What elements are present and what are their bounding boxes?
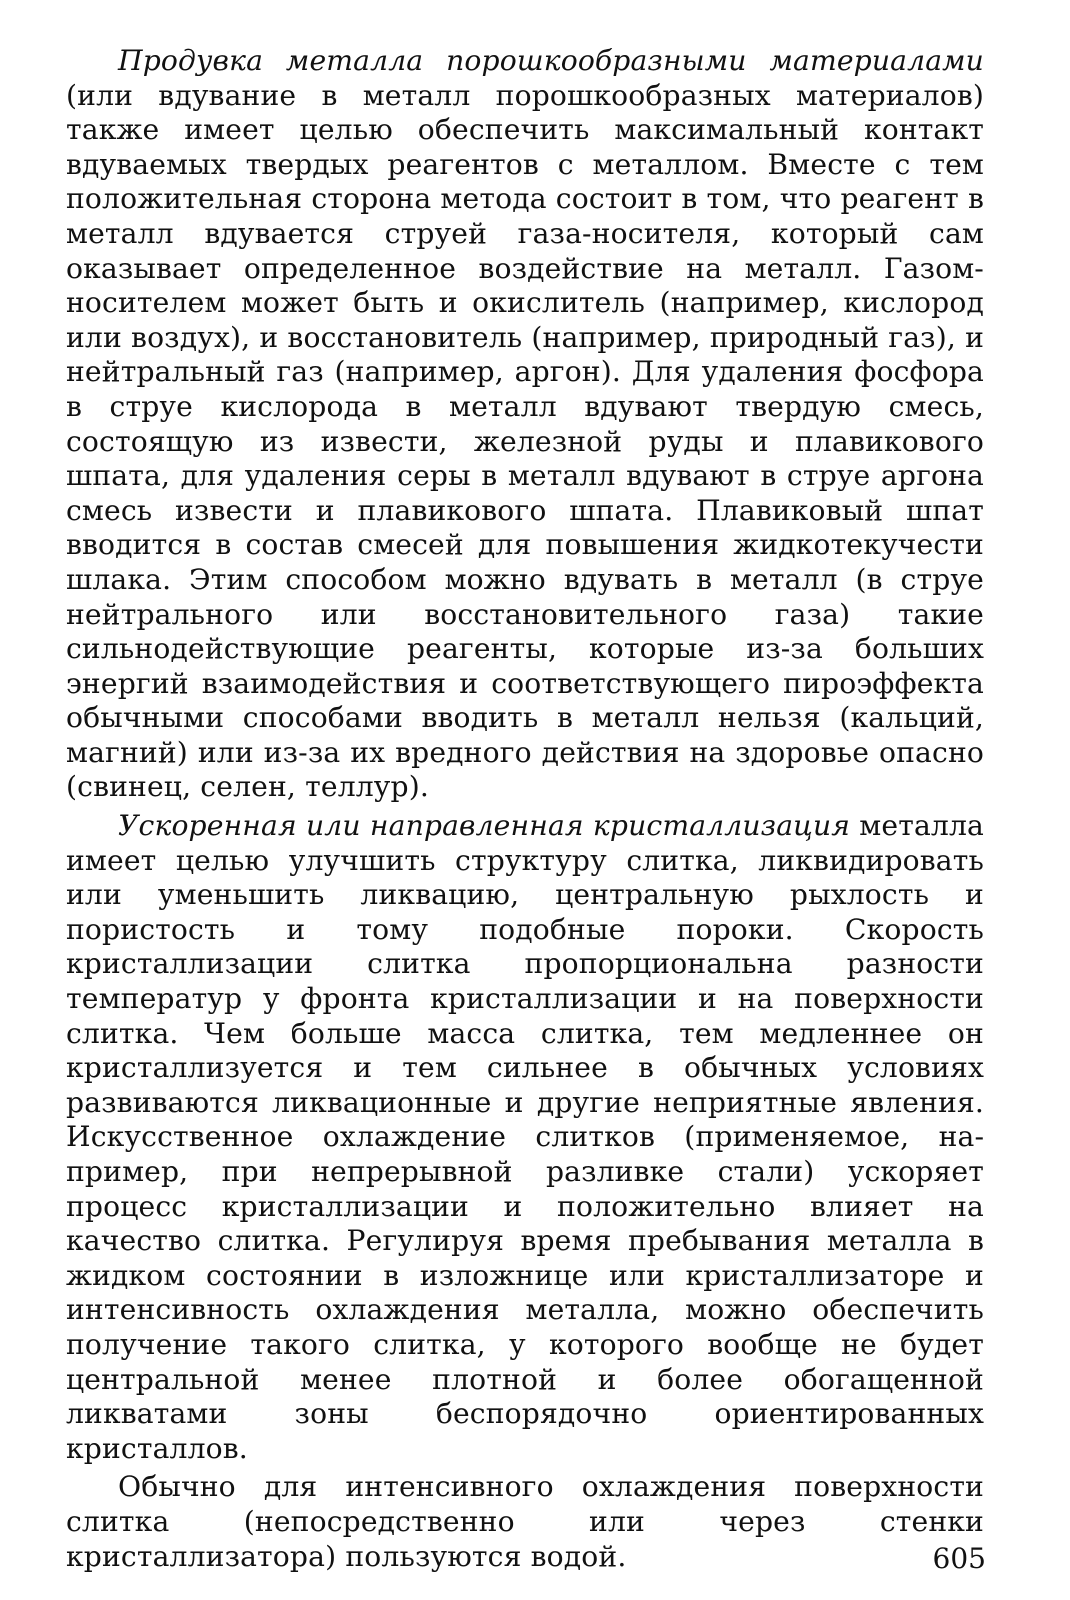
page-number: 605 — [932, 1542, 986, 1575]
paragraph-powder-blowing-text: (или вдувание в металл порошкообразных материалов) также имеет целью обеспечить максимальный контакт вдуваемых твердых реагентов с металлом. Вместе с тем положительная сторона метода состоит в том, что реагент в металл вдувается струей газа-носителя, который сам оказывает определенное воздействие на металл. Газом-носителем может быть и окислитель (например, кислород или воздух), и восстановитель (например, природный газ), и нейтральный газ (например, аргон). Для удаления фосфора в струе кислорода в металл вдувают твердую смесь, состоящую из извести, железной руды и плавикового шпата, для удаления серы в металл вдувают в струе аргона смесь извести и плавикового шпата. Плавиковый шпат вводится в состав смесей для повышения жидкотекучести шлака. Этим способом можно вдувать в металл (в струе нейтрального или восстановительного газа) такие сильнодействующие реагенты, которые из-за больших энергий взаимодействия и соответствующего пироэффекта обычными способами вводить в металл нельзя (кальций, магний) или из-за их вредного действия на здоровье опасно (свинец, селен, теллур). — [66, 78, 985, 804]
paragraph-water-cooling — [66, 1470, 984, 1574]
paragraph-water-cooling-text: Обычно для интенсивного охлаждения поверхности слитка (непосредственно или через стенки кристаллизатора) пользуются водой. — [66, 1470, 984, 1573]
term-powder-blowing: Продувка металла порошкообразными материалами — [118, 44, 984, 77]
paragraph-powder-blowing — [66, 44, 984, 805]
paragraph-crystallization-text: металла имеет целью улучшить структуру слитка, ликвидировать или уменьшить ликвацию, центральную рыхлость и пористость и тому подобные пороки. Скорость кристаллизации слитка пропорциональна разности температур у фронта кристаллизации и на поверхности слитка. Чем больше масса слитка, тем медленнее он кристаллизуется и тем сильнее в обычных условиях развиваются ликвационные и другие неприятные явления. Искусственное охлаждение слитков (применяемое, например, при непрерывной разливке стали) ускоряет процесс кристаллизации и положительно влияет на качество слитка. Регулируя время пребывания металла в жидком состоянии в изложнице или кристаллизаторе и интенсивность охлаждения металла, можно обеспечить получение такого слитка, у которого вообще не будет центральной менее плотной и более обогащенной ликватами зоны беспорядочно ориентированных кристаллов. — [66, 809, 984, 1465]
page-body — [66, 44, 984, 1574]
paragraph-crystallization — [66, 809, 984, 1466]
term-crystallization: Ускоренная или направленная кристаллизация — [118, 809, 851, 843]
